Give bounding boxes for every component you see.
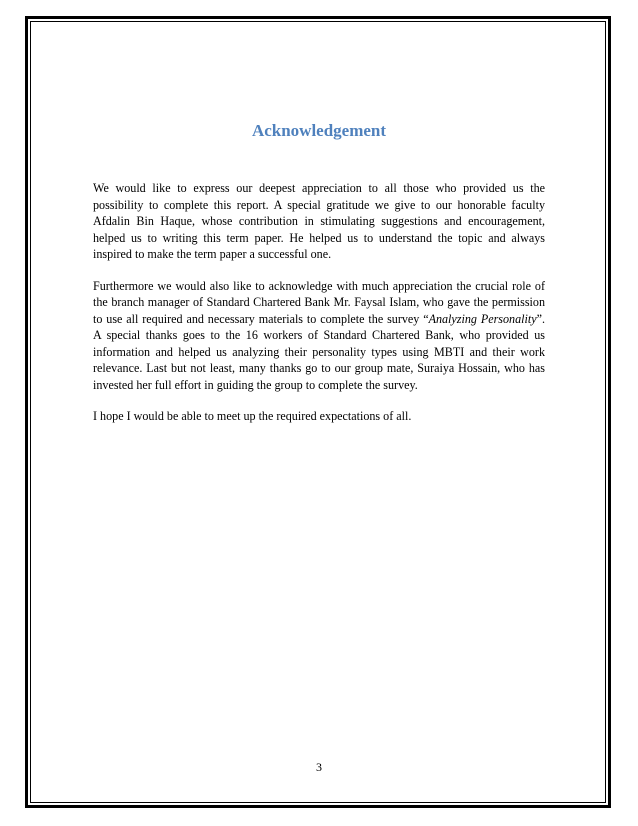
document-body bbox=[93, 120, 545, 440]
paragraph-1: We would like to express our deepest appreciation to all those who provided us the possibility to complete this report. A special gratitude we give to our honorable faculty Afdalin Bin Haque, whose contribution in stimulating suggestions and encouragement, helped us to writing this term paper. He helped us to understand the topic and always inspired to make the term paper a successful one. bbox=[93, 181, 545, 261]
survey-title-emphasis: Analyzing Personality bbox=[428, 311, 537, 326]
paragraph-2 bbox=[93, 278, 545, 394]
document-title: Acknowledgement bbox=[251, 121, 387, 140]
paragraph-2-text-after: ”. A special thanks goes to the 16 workers of Standard Chartered Bank, who provided us information and helped us analyzing their personality types using MBTI and their work relevance. Last but not least, many thanks go to our group mate, Suraiya Hossain, who has invested her full effort in guiding the group to complete the survey. bbox=[93, 311, 545, 392]
page-number: 3 bbox=[316, 760, 322, 774]
paragraph-3: I hope I would be able to meet up the required expectations of all. bbox=[93, 409, 412, 423]
paragraph-2-text-before: Furthermore we would also like to acknowledge with much appreciation the crucial role of the branch manager of Standard Chartered Bank Mr. Faysal Islam, who gave the permission to use all required and necessary materials to complete the survey “ bbox=[93, 278, 545, 326]
